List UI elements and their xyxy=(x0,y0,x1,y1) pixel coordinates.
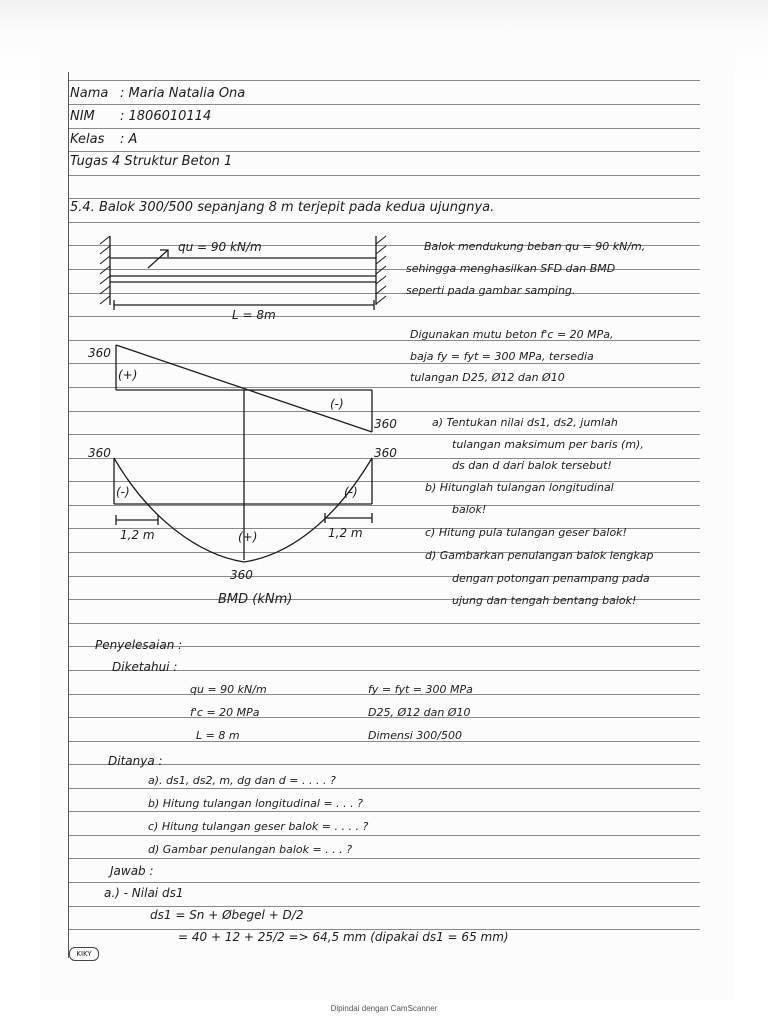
asked-d: d) Gambar penulangan balok = . . . ? xyxy=(148,843,353,856)
answer-line-2: ds1 = Sn + Øbegel + D/2 xyxy=(150,908,304,922)
name-value: : Maria Natalia Ona xyxy=(120,86,246,101)
bmd-left-dist: 1,2 m xyxy=(120,528,155,542)
question-d-line-3: ujung dan tengah bentang balok! xyxy=(452,594,637,607)
asked-a: a). ds1, ds2, m, dg dan d = . . . . ? xyxy=(148,774,336,787)
question-d-line-2: dengan potongan penampang pada xyxy=(452,572,650,585)
problem-statement: 5.4. Balok 300/500 sepanjang 8 m terjepit pada kedua ujungnya. xyxy=(70,200,495,215)
given-qu: qu = 90 kN/m xyxy=(190,683,267,696)
class-label: Kelas xyxy=(70,132,105,147)
answer-line-3: = 40 + 12 + 25/2 => 64,5 mm (dipakai ds1 = 65 mm) xyxy=(178,930,509,944)
asked-heading: Ditanya : xyxy=(108,754,163,768)
question-c: c) Hitung pula tulangan geser balok! xyxy=(425,526,627,539)
given-fc: f'c = 20 MPa xyxy=(190,706,260,719)
desc-line-2: sehingga menghasilkan SFD dan BMD xyxy=(406,262,616,275)
bmd-left-value: 360 xyxy=(88,446,111,460)
question-b-line-1: b) Hitunglah tulangan longitudinal xyxy=(425,481,614,494)
bmd-mid-value: 360 xyxy=(230,568,253,582)
bmd-mid-sign: (+) xyxy=(238,530,258,544)
question-a-line-3: ds dan d dari balok tersebut! xyxy=(452,459,612,472)
given-bars: D25, Ø12 dan Ø10 xyxy=(368,706,471,719)
asked-c: c) Hitung tulangan geser balok = . . . . ? xyxy=(148,820,369,833)
material-line-3: tulangan D25, Ø12 dan Ø10 xyxy=(410,371,565,384)
name-label: Nama xyxy=(70,86,109,101)
desc-line-1: Balok mendukung beban qu = 90 kN/m, xyxy=(424,240,646,253)
sfd-right-sign: (-) xyxy=(330,397,344,411)
question-a-line-2: tulangan maksimum per baris (m), xyxy=(452,438,644,451)
given-heading: Diketahui : xyxy=(112,660,178,674)
sfd-left-value: 360 xyxy=(88,346,111,360)
material-line-1: Digunakan mutu beton f'c = 20 MPa, xyxy=(410,328,614,341)
class-value: : A xyxy=(120,132,138,147)
answer-heading: Jawab : xyxy=(110,864,154,878)
given-length: L = 8 m xyxy=(196,729,240,742)
nim-label: NIM xyxy=(70,109,95,124)
given-dimension: Dimensi 300/500 xyxy=(368,729,462,742)
notebook-brand-badge: KIKY xyxy=(69,947,99,961)
bmd-right-dist: 1,2 m xyxy=(328,526,363,540)
assignment-title: Tugas 4 Struktur Beton 1 xyxy=(70,154,233,169)
given-fy: fy = fyt = 300 MPa xyxy=(368,683,473,696)
answer-line-1: a.) - Nilai ds1 xyxy=(104,886,184,900)
bmd-diagram xyxy=(114,458,372,562)
bmd-caption: BMD (kNm) xyxy=(218,592,293,607)
sfd-left-sign: (+) xyxy=(118,368,138,382)
solution-title: Penyelesaian : xyxy=(95,638,183,652)
load-label: qu = 90 kN/m xyxy=(178,240,262,254)
scanner-watermark: Dipindai dengan CamScanner xyxy=(330,1004,438,1013)
desc-line-3: seperti pada gambar samping. xyxy=(406,284,576,297)
bmd-right-value: 360 xyxy=(374,446,397,460)
span-label: L = 8m xyxy=(232,308,276,322)
sfd-right-value: 360 xyxy=(374,417,397,431)
material-line-2: baja fy = fyt = 300 MPa, tersedia xyxy=(410,350,594,363)
question-b-line-2: balok! xyxy=(452,503,487,516)
question-d-line-1: d) Gambarkan penulangan balok lengkap xyxy=(425,549,654,562)
question-a-line-1: a) Tentukan nilai ds1, ds2, jumlah xyxy=(432,416,618,429)
bmd-right-sign: (-) xyxy=(344,485,358,499)
nim-value: : 1806010114 xyxy=(120,109,212,124)
asked-b: b) Hitung tulangan longitudinal = . . . ? xyxy=(148,797,363,810)
bmd-left-sign: (-) xyxy=(116,485,130,499)
